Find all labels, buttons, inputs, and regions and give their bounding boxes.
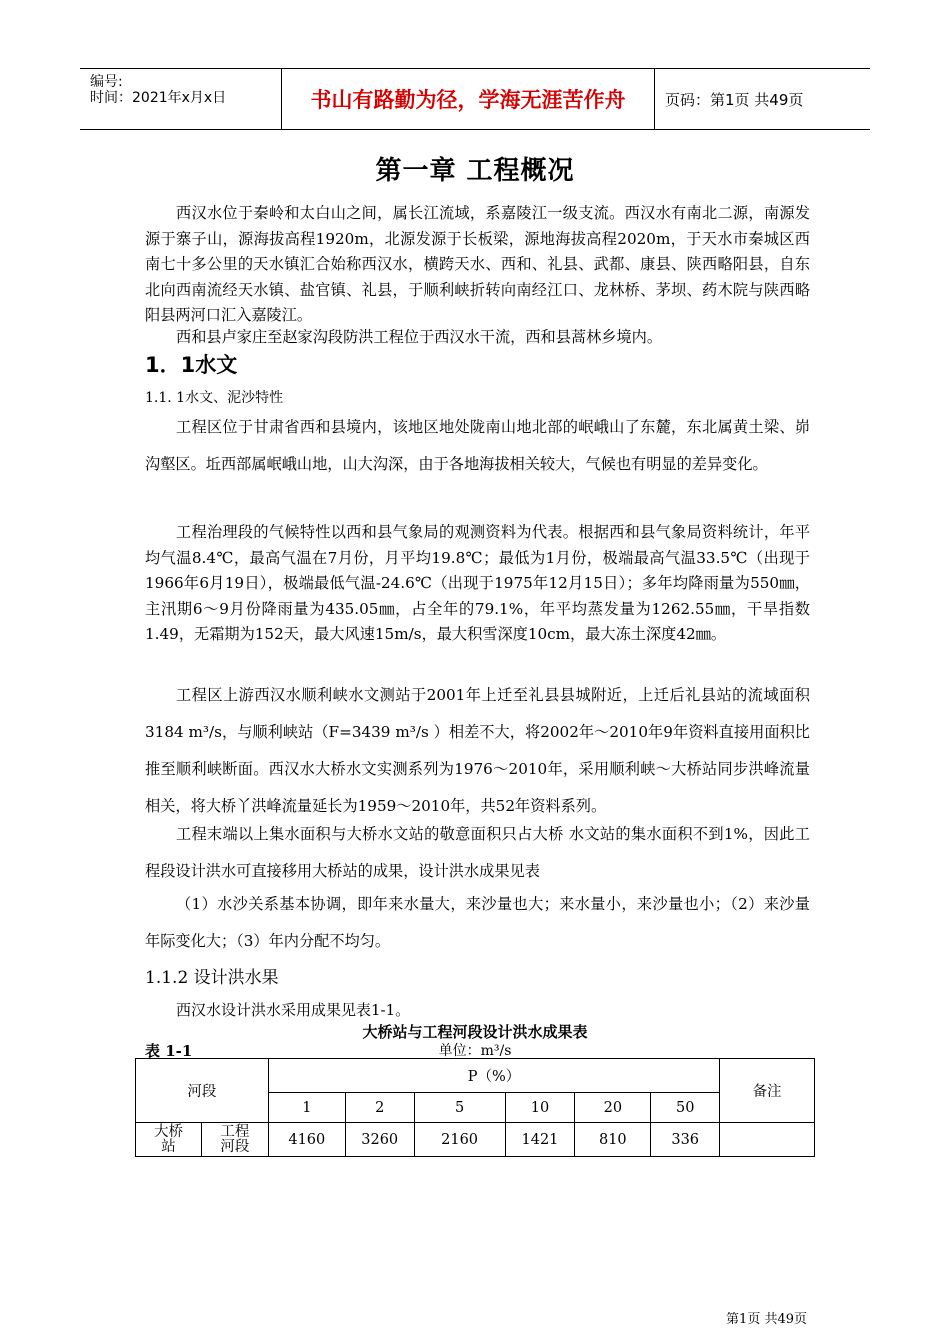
row-section-cell: 工程河段 — [201, 1123, 268, 1157]
table-unit: 单位：m³/s — [438, 1043, 512, 1059]
paragraph-hydrology: 工程区上游西汉水顺利峡水文测站于2001年上迁至礼县县城附近，上迁后礼县站的流域面积3184 m³/s，与顺利峡站（F=3439 m³/s ）相差不大，将2002年～2010年9年资料直接用面积比推至顺利峡断面。西汉水大桥水文实测系列为1976～2010年，采用顺利峡～大桥站同步洪峰流量相关，将大桥丫洪峰流量延长为1959～2010年，共52年资料系列。 — [145, 686, 810, 815]
header-motto: 书山有路勤为径，学海无涯苦作舟 — [281, 69, 655, 129]
value-cell: 4160 — [268, 1123, 345, 1157]
intro-paragraph-1: 西汉水位于秦岭和太白山之间，属长江流域，系嘉陵江一级支流。西汉水有南北二源，南源发源于寨子山，源海拔高程1920m，北源发源于长板梁，源地海拔高程2020m，于天水市秦城区西南七十多公里的天水镇汇合始称西汉水，横跨天水、西和、礼县、武都、康县、陕西略阳县，自东北向西南流经天水镇、盐官镇、礼县，于顺利峡折转向南经江口、龙林桥、茅坝、药木院与陕西略阳县两河口汇入嘉陵江。 — [145, 204, 810, 324]
intro-paragraph-2: 西和县卢家庄至赵家沟段防洪工程位于西汉水干流，西和县蒿林乡境内。 — [176, 328, 662, 346]
paragraph-terrain: 工程区位于甘肃省西和县境内，该地区地处陇南山地北部的岷峨山了东麓，东北属黄土梁、峁沟壑区。坵西部属岷峨山地，山大沟深，由于各地海拔相关较大，气候也有明显的差异变化。 — [145, 418, 810, 473]
table-number: 表 1-1 — [145, 1042, 193, 1060]
page-footer: 第1页 共49页 — [726, 1312, 807, 1327]
value-cell: 1421 — [505, 1123, 575, 1157]
header-section-cell: 河段 — [136, 1059, 269, 1123]
p-value-cell: 2 — [345, 1093, 414, 1123]
p-value-cell: 1 — [268, 1093, 345, 1123]
paragraph-sediment: （1）水沙关系基本协调，即年来水量大，来沙量也大；来水量小，来沙量也小；（2）来沙量年际变化大；（3）年内分配不均匀。 — [145, 895, 810, 950]
paragraph-catchment: 工程末端以上集水面积与大桥水文站的敬意面积只占大桥 水文站的集水面积不到1%，因此工程段设计洪水可直接移用大桥站的成果，设计洪水成果见表 — [145, 825, 810, 880]
value-cell: 3260 — [345, 1123, 414, 1157]
page-header — [80, 68, 870, 130]
table-title: 大桥站与工程河段设计洪水成果表 — [362, 1023, 588, 1041]
header-p-cell: P（%） — [268, 1059, 719, 1093]
subsection-title-2: 1.1.2 设计洪水果 — [145, 968, 279, 988]
table-reference: 西汉水设计洪水采用成果见表1-1。 — [176, 1001, 411, 1019]
p-value-cell: 50 — [651, 1093, 720, 1123]
subsection-title-1: 1.1. 1水文、泥沙特性 — [145, 390, 284, 406]
section-title: 1．1水文 — [145, 353, 238, 377]
number-label: 编号: — [90, 74, 123, 90]
paragraph-climate: 工程治理段的气候特性以西和县气象局的观测资料为代表。根据西和县气象局资料统计，年平均气温8.4℃，最高气温在7月份，月平均19.8℃；最低为1月份，极端最高气温33.5℃（出现于1966年6月19日），极端最低气温-24.6℃（出现于1975年12月15日）；多年均降雨量为550㎜，主汛期6～9月份降雨量为435.05㎜，占全年的79.1%，年平均蒸发量为1262.55㎜，干旱指数1.49，无霜期为152天，最大风速15m/s，最大积雪深度10cm，最大冻土深度42㎜。 — [145, 523, 810, 643]
value-cell: 810 — [575, 1123, 651, 1157]
value-cell: 2160 — [414, 1123, 505, 1157]
time-label: 时间：2021年x月x日 — [90, 90, 227, 106]
row-station-cell: 大桥站 — [136, 1123, 202, 1157]
p-value-cell: 10 — [505, 1093, 575, 1123]
header-note-cell: 备注 — [720, 1059, 815, 1123]
note-cell — [720, 1123, 815, 1157]
value-cell: 336 — [651, 1123, 720, 1157]
header-meta — [80, 69, 280, 129]
header-page-info: 页码：第1页 共49页 — [665, 90, 804, 109]
p-value-cell: 20 — [575, 1093, 651, 1123]
p-value-cell: 5 — [414, 1093, 505, 1123]
chapter-title: 第一章 工程概况 — [375, 156, 575, 186]
flood-table — [135, 1058, 815, 1157]
